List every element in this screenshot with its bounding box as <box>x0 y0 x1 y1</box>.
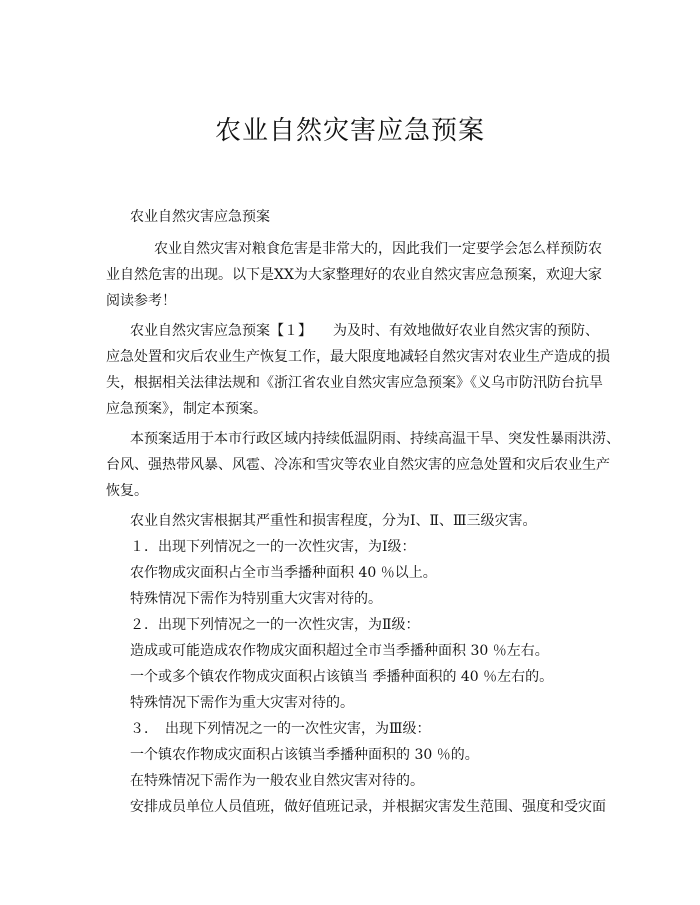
levels-line: 一个镇农作物成灾面积占该镇当季播种面积的 30 ％的。 <box>130 747 479 763</box>
scope-paragraph <box>106 426 620 504</box>
levels-line: 农业自然灾害根据其严重性和损害程度，分为Ⅰ、Ⅱ、Ⅲ三级灾害。 <box>130 513 537 529</box>
levels-line: １．出现下列情况之一的一次性灾害，为Ⅰ级： <box>130 539 416 555</box>
intro-line: 农业自然灾害对粮食危害是非常大的，因此我们一定要学会怎么样预防农 <box>154 241 602 257</box>
levels-line: 在特殊情况下需作为一般农业自然灾害对待的。 <box>130 773 424 789</box>
levels-line: 一个或多个镇农作物成灾面积占该镇当 季播种面积的 40 ％左右的。 <box>130 669 554 685</box>
levels-line: 特殊情况下需作为重大灾害对待的。 <box>130 695 354 711</box>
levels-line: 造成或可能造成农作物成灾面积超过全市当季播种面积 30 ％左右。 <box>130 643 549 659</box>
section1-line: 应急预案》，制定本预案。 <box>106 401 267 417</box>
intro-line: 业自然危害的出现。以下是XX为大家整理好的农业自然灾害应急预案，欢迎大家 <box>106 267 602 283</box>
scope-line: 台风、强热带风暴、风雹、冷冻和雪灾等农业自然灾害的应急处置和灾后农业生产 <box>106 457 610 473</box>
levels-line: 安排成员单位人员值班，做好值班记录，并根据灾害发生范围、强度和受灾面 <box>130 799 606 815</box>
levels-section <box>106 508 616 820</box>
document-subheading: 农业自然灾害应急预案 <box>130 209 270 225</box>
section1-line: 农业自然灾害应急预案【１】 为及时、有效地做好农业自然灾害的预防、 <box>130 323 599 339</box>
scope-line: 恢复。 <box>106 483 148 499</box>
levels-line: ２．出现下列情况之一的一次性灾害，为Ⅱ级： <box>130 617 420 633</box>
intro-paragraph <box>106 236 616 314</box>
document-title: 农业自然灾害应急预案 <box>214 116 485 146</box>
levels-line: 特殊情况下需作为特别重大灾害对待的。 <box>130 591 382 607</box>
levels-line: ３． 出现下列情况之一的一次性灾害，为Ⅲ级： <box>130 721 431 737</box>
scope-line: 本预案适用于本市行政区域内持续低温阴雨、持续高温干旱、突发性暴雨洪涝、 <box>130 431 620 447</box>
section1-line: 失，根据相关法律法规和《浙江省农业自然灾害应急预案》《义乌市防汛防台抗旱 <box>106 375 603 391</box>
section1-line: 应急处置和灾后农业生产恢复工作，最大限度地减轻自然灾害对农业生产造成的损 <box>106 349 610 365</box>
levels-line: 农作物成灾面积占全市当季播种面积 40 ％以上。 <box>130 565 437 581</box>
intro-line: 阅读参考！ <box>106 293 176 309</box>
section1-paragraph <box>106 318 616 422</box>
